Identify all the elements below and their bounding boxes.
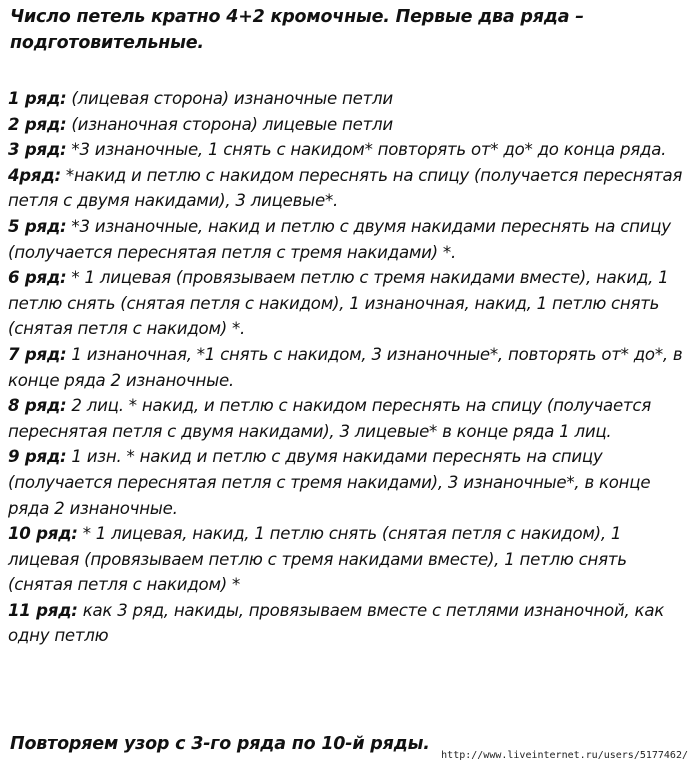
source-watermark: http://www.liveinternet.ru/users/5177462/ (441, 750, 688, 761)
row-label: 1 ряд: (8, 89, 67, 108)
row-label: 6 ряд: (8, 268, 67, 288)
row-label: 11 ряд: (8, 600, 78, 620)
row-list (8, 86, 688, 649)
pattern-intro: Число петель кратно 4+2 кромочные. Первые два ряда – подготовительные. (10, 7, 584, 53)
row-2 (8, 112, 688, 138)
row-6 (8, 265, 688, 342)
row-9 (8, 444, 688, 521)
row-text: (изнаночная сторона) лицевые петли (66, 114, 393, 134)
row-label: 7 ряд: (8, 344, 67, 364)
row-text: 1 изнаночная, *1 снять с накидом, 3 изнаночные*, повторять от* до*, в конце ряда 2 изнаночные. (8, 344, 683, 390)
row-text: *3 изнаночные, накид и петлю с двумя накидами переснять на спицу (получается переснятая петля с тремя накидами) *. (8, 216, 671, 262)
repeat-instruction: Повторяем узор с 3-го ряда по 10-й ряды. (10, 734, 430, 754)
row-8 (8, 393, 688, 444)
row-text: 1 изн. * накид и петлю с двумя накидами переснять на спицу (получается переснятая петля с тремя накидами), 3 изнаночные*, в конце ряда 2 изнаночные. (8, 447, 651, 518)
row-4 (8, 163, 688, 214)
row-7 (8, 342, 688, 393)
row-text: * 1 лицевая, накид, 1 петлю снять (снятая петля с накидом), 1 лицевая (провязываем петлю с тремя накидами вместе), 1 петлю снять (снятая петля с накидом) * (8, 524, 627, 595)
row-text: * 1 лицевая (провязываем петлю с тремя накидами вместе), накид, 1 петлю снять (снятая петля с накидом), 1 изнаночная, накид, 1 петлю снять (снятая петля с накидом) *. (8, 268, 669, 339)
row-text: как 3 ряд, накиды, провязываем вместе с петлями изнаночной, как одну петлю (8, 600, 665, 646)
row-label: 8 ряд: (8, 396, 67, 416)
row-label: 4ряд: (8, 165, 61, 185)
row-11 (8, 598, 688, 649)
row-1 (8, 86, 688, 112)
row-text: *накид и петлю с накидом переснять на спицу (получается переснятая петля с двумя накидами), 3 лицевые*. (8, 165, 683, 211)
row-label: 5 ряд: (8, 216, 67, 236)
row-5 (8, 214, 688, 265)
row-text: *3 изнаночные, 1 снять с накидом* повторять от* до* до конца ряда. (66, 140, 667, 160)
row-label: 9 ряд: (8, 447, 67, 467)
row-3 (8, 137, 688, 163)
row-label: 2 ряд: (8, 114, 67, 134)
row-10 (8, 521, 688, 598)
row-text: 2 лиц. * накид, и петлю с накидом переснять на спицу (получается переснятая петля с двумя накидами), 3 лицевые* в конце ряда 1 лиц. (8, 396, 651, 441)
row-label: 10 ряд: (8, 524, 78, 544)
row-label: 3 ряд: (8, 140, 67, 160)
row-text: (лицевая сторона) изнаночные петли (66, 89, 393, 108)
